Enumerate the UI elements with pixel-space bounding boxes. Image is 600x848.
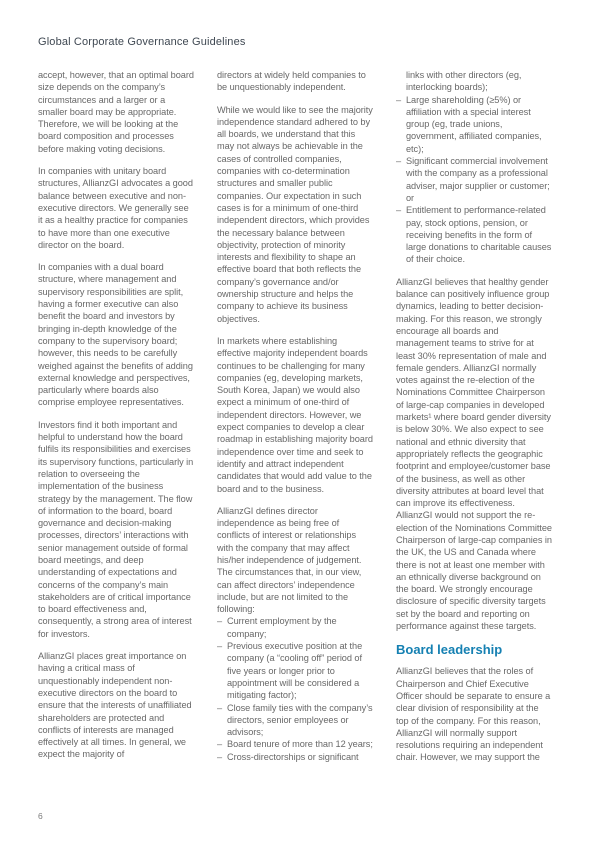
bullet-item: – Board tenure of more than 12 years; — [217, 738, 373, 750]
section-heading: Board leadership — [396, 642, 503, 658]
bullet-list — [396, 94, 552, 266]
page-number: 6 — [38, 811, 43, 821]
document-header — [0, 0, 600, 48]
paragraph: accept, however, that an optimal board size depends on the company’s circumstances and a larger or a smaller board may be appropriate. Therefore, we will be looking at the board composition and processes before making voting decisions. — [38, 70, 194, 154]
paragraph: In markets where establishing effective majority independent boards continues to be challenging for many companies (eg, developing markets, South Korea, Japan) we would also expect a minimum of one-third of independent directors. However, we expect companies to develop a clear roadmap in establishing majority board independence over time and seek to identify and attract independent candidates that would add value to the board and to the business. — [217, 335, 373, 494]
paragraph: Investors find it both important and helpful to understand how the board fulfils its responsibilities and exercises its supervisory functions, particularly in relation to overseeing the implementation of the business strategy by the management. The flow of information to the board, board governance and decision-making processes, directors’ interactions with senior management outside of formal board meetings, and deep understanding of expectations and concerns of the company’s main stakeholders are of critical importance to board effectiveness and, consequently, a strong area of interest for investors. — [38, 419, 194, 639]
text-column-3 — [396, 69, 552, 774]
document-footer — [38, 811, 43, 821]
bullet-item: – Current employment by the company; — [217, 615, 373, 640]
bullet-item: – Cross-directorships or significant — [217, 751, 373, 763]
paragraph: In companies with a dual board structure, where management and supervisory responsibilities are split, having a former executive can also benefit the board and investors by bringing in-depth knowledge of the company to the supervisory board; however, this needs to be carefully weighed against the benefits of adding external knowledge and perspectives, particularly where boards also comprise employee representatives. — [38, 262, 193, 408]
paragraph: AllianzGI believes that healthy gender balance can positively influence group dynamics, leading to better decision-making. For this reason, we strongly encourage all boards and management teams to strive for at least 30% representation of male and female genders. AllianzGI normally votes against the re-election of the Nominations Committee Chairperson of large-cap companies in developed markets¹ where board gender diversity is below 30%. We also expect to see national and ethnic diversity that appropriately reflects the geographic footprint and employee/customer base of the business, as well as other diversity attributes at board level that can improve its effectiveness. AllianzGI would not support the re-election of the Nominations Committee Chairperson of large-cap companies in the UK, the US and Canada where there is not at least one member with an ethnically diverse background on the board. We strongly encourage disclosure of specific diversity targets set by the board and reporting on performance against these targets. — [396, 276, 552, 632]
paragraph: directors at widely held companies to be unquestionably independent. — [217, 70, 366, 93]
bullet-item: – Close family ties with the company’s directors, senior employees or advisors; — [217, 702, 373, 739]
bullet-item: – Previous executive position at the company (a “cooling off” period of five years or longer prior to appointment will be considered a mitigating factor); — [217, 640, 373, 701]
paragraph: In companies with unitary board structures, AllianzGI advocates a good balance between executive and non-executive directors. We generally see it as a healthy practice for companies to have more than one executive director on the board. — [38, 166, 193, 250]
bullet-item: – Significant commercial involvement with the company as a professional adviser, major supplier or customer; or — [396, 155, 552, 204]
paragraph: AllianzGI believes that the roles of Chairperson and Chief Executive Officer should be separate to ensure a clear division of responsibility at the top of the company. For this reason, AllianzGI will normally support resolutions requiring an independent chair. However, we may support the — [396, 666, 551, 763]
continuation-line: links with other directors (eg, interlocking boards); — [406, 70, 522, 93]
bullet-list — [217, 615, 373, 763]
paragraph: While we would like to see the majority independence standard adhered to by all boards, we understand that this may not always be achievable in the cases of controlled companies, companies with co-determination structures and smaller public companies. Our expectation in such cases is for a minimum of one-third independent directors, which provides the necessary balance between objectivity, protection of minority interests and flexibility to shape an effective board that both reflects the company’s governance and/or ownership structure and helps the company to achieve its business objectives. — [217, 104, 373, 324]
page-title: Global Corporate Governance Guidelines — [38, 36, 246, 48]
paragraph: AllianzGI places great importance on having a critical mass of unquestionably independent non-executive directors on the board to ensure that the interests of unaffiliated shareholders are protected and conflicts of interests are managed effectively at all times. In general, we expect the majority of — [38, 651, 192, 760]
bullet-item: – Entitlement to performance-related pay, stock options, pension, or receiving benefits in the form of large donations to charitable causes of their choice. — [396, 204, 552, 265]
text-column-1 — [38, 69, 194, 774]
paragraph: AllianzGI defines director independence as being free of conflicts of interest or relationships with the company that may affect his/her independence of judgement. The circumstances that, in our view, can affect directors’ independence include, but are not limited to the following: — [217, 505, 362, 615]
bullet-item: – Large shareholding (≥5%) or affiliation with a special interest group (eg, trade unions, government, affiliated companies, etc); — [396, 94, 552, 155]
text-column-2 — [217, 69, 373, 774]
three-column-body — [38, 69, 555, 774]
